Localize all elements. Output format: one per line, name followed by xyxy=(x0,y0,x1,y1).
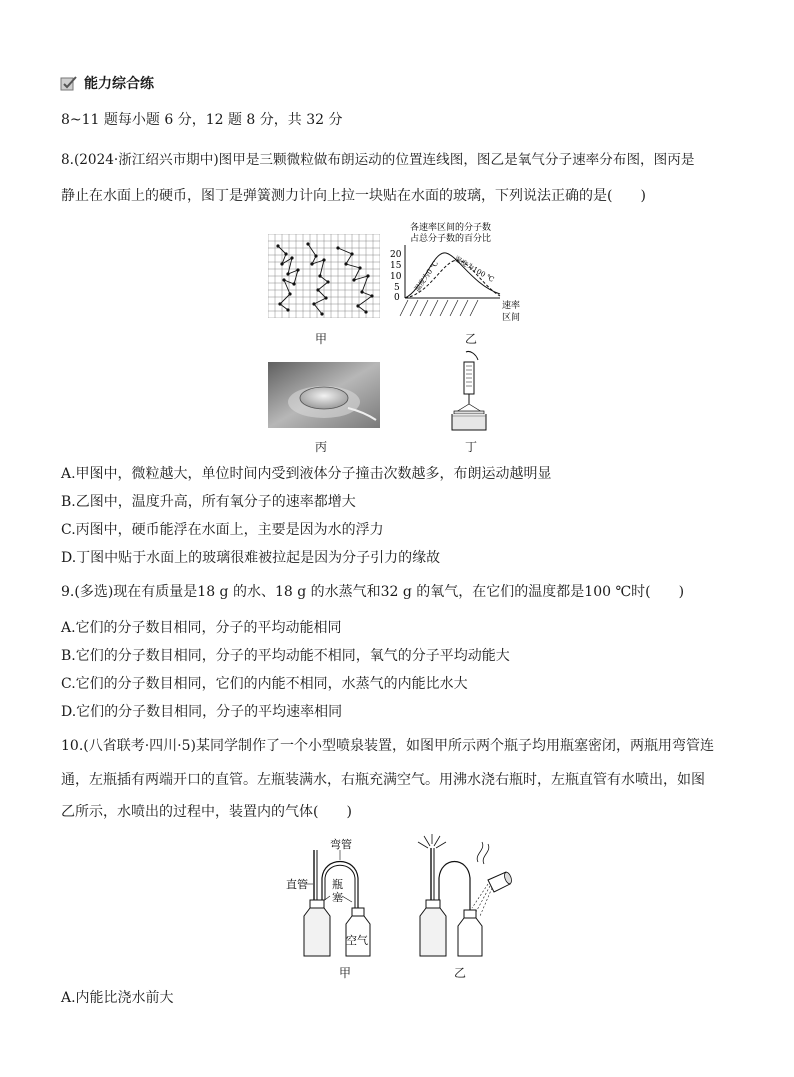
label-zhiguan: 直管 xyxy=(286,878,308,891)
q9-option-a: A.它们的分子数目相同，分子的平均动能相同 xyxy=(61,620,342,636)
yi-tick-0: 0 xyxy=(394,293,400,303)
yi-ylabel-1: 各速率区间的分子数 xyxy=(410,223,492,233)
q10-stem-line1: 10.(八省联考·四川·5)某同学制作了一个小型喷泉装置，如图甲所示两个瓶子均用瓶塞密闭，两瓶用弯管连 xyxy=(61,738,714,754)
q9-option-b: B.它们的分子数目相同，分子的平均动能不相同，氧气的分子平均动能大 xyxy=(61,648,510,664)
yi-curve-high: 温度为100 ℃ xyxy=(453,254,496,284)
q9-option-c: C.它们的分子数目相同，它们的内能不相同，水蒸气的内能比水大 xyxy=(61,676,468,692)
section-title: 能力综合练 xyxy=(84,76,154,92)
q10-option-a: A.内能比浇水前大 xyxy=(61,990,174,1006)
section-header xyxy=(60,73,154,93)
caption-fountain-yi: 乙 xyxy=(453,966,466,980)
yi-curve-low: 温度为0 ℃ xyxy=(413,259,441,294)
caption-bing: 丙 xyxy=(314,440,327,454)
label-ping: 瓶 xyxy=(332,878,343,891)
label-sai: 塞 xyxy=(332,891,343,904)
q10-stem-line2: 通，左瓶插有两端开口的直管。左瓶装满水，右瓶充满空气。用沸水浇右瓶时，左瓶直管有水喷出，如图 xyxy=(61,772,705,788)
q8-stem-line2: 静止在水面上的硬币，图丁是弹簧测力计向上拉一块贴在水面的玻璃，下列说法正确的是( ) xyxy=(61,188,646,204)
caption-ding: 丁 xyxy=(464,440,477,454)
figure-spring-scale-glass xyxy=(448,350,496,434)
caption-fountain-jia: 甲 xyxy=(338,966,351,980)
q8-option-d: D.丁图中贴于水面上的玻璃很难被拉起是因为分子引力的缘故 xyxy=(61,550,441,566)
q8-option-b: B.乙图中，温度升高，所有氧分子的速率都增大 xyxy=(61,494,356,510)
yi-ylabel-2: 占总分子数的百分比 xyxy=(410,234,492,244)
figure-fountain-apparatus-yi xyxy=(404,832,524,960)
label-wanguan: 弯管 xyxy=(330,838,352,851)
figure-coin-on-water-photo xyxy=(268,362,380,428)
yi-tick-5: 5 xyxy=(394,283,400,293)
scoring-rule: 8~11 题每小题 6 分，12 题 8 分，共 32 分 xyxy=(61,112,343,128)
yi-xlabel-2: 区间 xyxy=(502,313,521,323)
caption-yi: 乙 xyxy=(464,332,477,346)
yi-tick-20: 20 xyxy=(390,250,402,260)
caption-jia: 甲 xyxy=(314,332,327,346)
q8-option-a: A.甲图中，微粒越大，单位时间内受到液体分子撞击次数越多，布朗运动越明显 xyxy=(61,466,552,482)
q9-stem: 9.(多选)现在有质量是18 g 的水、18 g 的水蒸气和32 g 的氧气，在它们的温度都是100 ℃时( ) xyxy=(61,584,685,600)
yi-tick-15: 15 xyxy=(390,261,402,271)
figure-brownian-motion-grid xyxy=(268,234,380,318)
figure-speed-distribution xyxy=(388,220,528,330)
yi-xlabel-1: 速率 xyxy=(502,301,521,311)
q8-stem-line1: 8.(2024·浙江绍兴市期中)图甲是三颗微粒做布朗运动的位置连线图，图乙是氧气分子速率分布图，图丙是 xyxy=(61,152,695,168)
figure-fountain-apparatus-jia xyxy=(282,838,392,960)
label-kongqi: 空气 xyxy=(346,934,368,947)
q10-stem-line3: 乙所示，水喷出的过程中，装置内的气体( ) xyxy=(61,804,352,820)
yi-tick-10: 10 xyxy=(390,272,402,282)
q8-option-c: C.丙图中，硬币能浮在水面上，主要是因为水的浮力 xyxy=(61,522,384,538)
q9-option-d: D.它们的分子数目相同，分子的平均速率相同 xyxy=(61,704,343,720)
check-square-icon xyxy=(60,75,78,91)
